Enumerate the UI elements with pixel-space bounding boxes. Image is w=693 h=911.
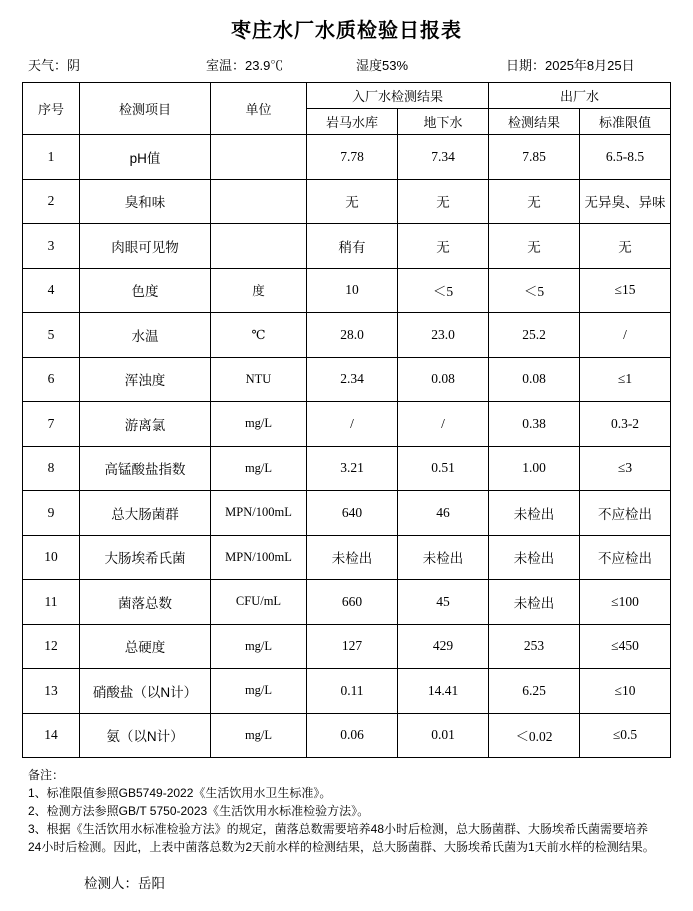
cell-ground: / — [398, 402, 489, 447]
cell-no: 3 — [23, 224, 80, 269]
cell-unit: mg/L — [211, 402, 307, 447]
cell-ground: 0.51 — [398, 446, 489, 491]
cell-standard: 无异臭、异味 — [580, 179, 671, 224]
header-inlet-reservoir: 岩马水库 — [307, 109, 398, 135]
cell-standard: 不应检出 — [580, 491, 671, 536]
table-row — [23, 402, 671, 447]
cell-unit — [211, 224, 307, 269]
cell-item: 氨（以N计） — [80, 713, 211, 758]
cell-ground: 0.01 — [398, 713, 489, 758]
inspector-field: 检测人：岳阳 — [84, 876, 165, 891]
cell-reservoir: 7.78 — [307, 135, 398, 180]
cell-no: 2 — [23, 179, 80, 224]
cell-reservoir: 无 — [307, 179, 398, 224]
notes-line-4: 24小时后检测。因此，上表中菌落总数为2天前水样的检测结果，总大肠菌群、大肠埃希氏菌为1天前水样的检测结果。 — [28, 840, 655, 854]
cell-unit: NTU — [211, 357, 307, 402]
cell-unit: ℃ — [211, 313, 307, 358]
table-row — [23, 491, 671, 536]
cell-reservoir: 28.0 — [307, 313, 398, 358]
table-row — [23, 580, 671, 625]
cell-result: 未检出 — [489, 580, 580, 625]
cell-item: 色度 — [80, 268, 211, 313]
cell-reservoir: 0.06 — [307, 713, 398, 758]
header-item: 检测项目 — [80, 83, 211, 135]
cell-ground: 0.08 — [398, 357, 489, 402]
cell-standard: 不应检出 — [580, 535, 671, 580]
table-row — [23, 357, 671, 402]
cell-ground: 23.0 — [398, 313, 489, 358]
cell-reservoir: 660 — [307, 580, 398, 625]
cell-ground: 无 — [398, 179, 489, 224]
cell-reservoir: / — [307, 402, 398, 447]
cell-unit: mg/L — [211, 713, 307, 758]
cell-unit: 度 — [211, 268, 307, 313]
cell-no: 8 — [23, 446, 80, 491]
notes-line-3: 3、根据《生活饮用水标准检验方法》的规定，菌落总数需要培养48小时后检测，总大肠菌群、大肠埃希氏菌需要培养 — [28, 822, 649, 836]
cell-standard: ≤0.5 — [580, 713, 671, 758]
cell-no: 1 — [23, 135, 80, 180]
table-row — [23, 713, 671, 758]
cell-standard: ≤15 — [580, 268, 671, 313]
header-inlet-ground: 地下水 — [398, 109, 489, 135]
cell-no: 14 — [23, 713, 80, 758]
humidity-field: 湿度53% — [356, 58, 409, 73]
cell-no: 9 — [23, 491, 80, 536]
cell-item: 菌落总数 — [80, 580, 211, 625]
table-row — [23, 179, 671, 224]
table-row — [23, 224, 671, 269]
water-quality-table — [22, 82, 671, 758]
table-row — [23, 624, 671, 669]
cell-standard: ≤100 — [580, 580, 671, 625]
cell-standard: / — [580, 313, 671, 358]
cell-standard: ≤1 — [580, 357, 671, 402]
cell-standard: 0.3-2 — [580, 402, 671, 447]
header-inlet-group: 入厂水检测结果 — [307, 83, 489, 109]
cell-unit: MPN/100mL — [211, 491, 307, 536]
cell-result: ＜5 — [489, 268, 580, 313]
cell-unit: MPN/100mL — [211, 535, 307, 580]
cell-standard: ≤10 — [580, 669, 671, 714]
cell-reservoir: 稍有 — [307, 224, 398, 269]
cell-standard: 无 — [580, 224, 671, 269]
cell-ground: 45 — [398, 580, 489, 625]
cell-reservoir: 3.21 — [307, 446, 398, 491]
header-no: 序号 — [23, 83, 80, 135]
header-outlet-result: 检测结果 — [489, 109, 580, 135]
cell-item: 大肠埃希氏菌 — [80, 535, 211, 580]
cell-result: 0.08 — [489, 357, 580, 402]
cell-standard: 6.5-8.5 — [580, 135, 671, 180]
cell-unit — [211, 179, 307, 224]
cell-ground: 未检出 — [398, 535, 489, 580]
notes-label: 备注： — [28, 768, 65, 782]
table-row — [23, 669, 671, 714]
cell-unit: mg/L — [211, 446, 307, 491]
page-title: 枣庄水厂水质检验日报表 — [231, 20, 462, 42]
cell-reservoir: 未检出 — [307, 535, 398, 580]
cell-result: 未检出 — [489, 491, 580, 536]
notes-block — [22, 766, 671, 856]
cell-result: 0.38 — [489, 402, 580, 447]
cell-ground: 14.41 — [398, 669, 489, 714]
table-row — [23, 313, 671, 358]
cell-result: 无 — [489, 179, 580, 224]
room-temperature-field: 室温：23.9℃ — [206, 58, 284, 73]
cell-no: 13 — [23, 669, 80, 714]
cell-standard: ≤3 — [580, 446, 671, 491]
cell-reservoir: 127 — [307, 624, 398, 669]
table-head — [23, 83, 671, 135]
cell-item: 游离氯 — [80, 402, 211, 447]
cell-item: 总硬度 — [80, 624, 211, 669]
header-outlet-standard: 标准限值 — [580, 109, 671, 135]
cell-no: 12 — [23, 624, 80, 669]
cell-ground: 7.34 — [398, 135, 489, 180]
cell-standard: ≤450 — [580, 624, 671, 669]
cell-result: 7.85 — [489, 135, 580, 180]
table-body — [23, 135, 671, 758]
cell-item: 水温 — [80, 313, 211, 358]
cell-result: ＜0.02 — [489, 713, 580, 758]
header-outlet-group: 出厂水 — [489, 83, 671, 109]
weather-field: 天气：阴 — [28, 58, 81, 73]
cell-unit — [211, 135, 307, 180]
table-row — [23, 135, 671, 180]
table-header-row-1 — [23, 83, 671, 109]
table-row — [23, 535, 671, 580]
cell-item: 总大肠菌群 — [80, 491, 211, 536]
cell-ground: 46 — [398, 491, 489, 536]
cell-no: 5 — [23, 313, 80, 358]
cell-reservoir: 2.34 — [307, 357, 398, 402]
cell-result: 无 — [489, 224, 580, 269]
cell-no: 11 — [23, 580, 80, 625]
cell-result: 6.25 — [489, 669, 580, 714]
cell-unit: mg/L — [211, 624, 307, 669]
cell-result: 25.2 — [489, 313, 580, 358]
cell-ground: 429 — [398, 624, 489, 669]
cell-item: pH值 — [80, 135, 211, 180]
meta-row — [22, 55, 671, 82]
cell-result: 1.00 — [489, 446, 580, 491]
cell-no: 6 — [23, 357, 80, 402]
header-unit: 单位 — [211, 83, 307, 135]
date-field: 日期：2025年8月25日 — [506, 58, 635, 73]
cell-item: 臭和味 — [80, 179, 211, 224]
cell-result: 253 — [489, 624, 580, 669]
cell-item: 硝酸盐（以N计） — [80, 669, 211, 714]
cell-item: 浑浊度 — [80, 357, 211, 402]
cell-no: 4 — [23, 268, 80, 313]
cell-item: 高锰酸盐指数 — [80, 446, 211, 491]
cell-reservoir: 0.11 — [307, 669, 398, 714]
table-row — [23, 446, 671, 491]
cell-unit: CFU/mL — [211, 580, 307, 625]
notes-line-2: 2、检测方法参照GB/T 5750-2023《生活饮用水标准检验方法》。 — [28, 804, 370, 818]
cell-ground: 无 — [398, 224, 489, 269]
cell-reservoir: 10 — [307, 268, 398, 313]
notes-line-1: 1、标准限值参照GB5749-2022《生活饮用水卫生标准》。 — [28, 786, 332, 800]
cell-unit: mg/L — [211, 669, 307, 714]
table-row — [23, 268, 671, 313]
cell-reservoir: 640 — [307, 491, 398, 536]
cell-result: 未检出 — [489, 535, 580, 580]
cell-no: 7 — [23, 402, 80, 447]
cell-ground: ＜5 — [398, 268, 489, 313]
cell-no: 10 — [23, 535, 80, 580]
cell-item: 肉眼可见物 — [80, 224, 211, 269]
